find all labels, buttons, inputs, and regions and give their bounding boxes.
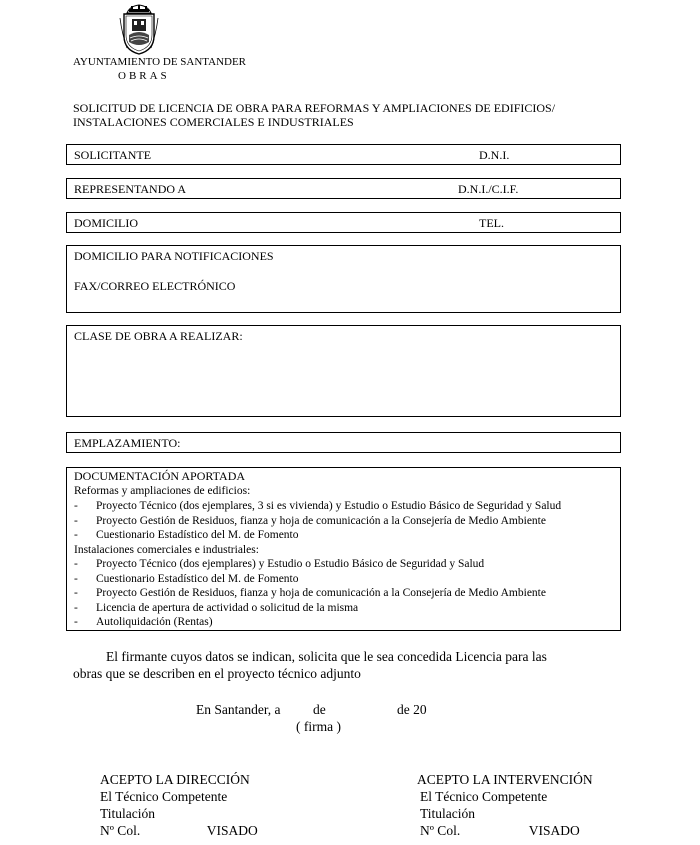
- list-item: [74, 615, 213, 630]
- bullet-dash: -: [74, 529, 78, 541]
- signature-direccion: [100, 771, 258, 839]
- date-place-label: En Santander, a: [196, 702, 281, 717]
- list-item: [74, 514, 546, 529]
- form-title: [73, 101, 633, 129]
- intervencion-titulacion: Titulación: [420, 806, 476, 821]
- direccion-titulacion: Titulación: [100, 806, 156, 821]
- list-item-text: Proyecto Gestión de Residuos, fianza y hoja de comunicación a la Consejería de Medio Ambiente: [96, 514, 546, 527]
- tel-label: TEL.: [479, 216, 504, 230]
- bullet-dash: -: [74, 601, 78, 614]
- list-item-text: Proyecto Técnico (dos ejemplares) y Estudio o Estudio Básico de Seguridad y Salud: [96, 558, 485, 570]
- bullet-dash: -: [74, 616, 78, 628]
- domicilio-field[interactable]: [66, 212, 621, 233]
- dni-cif-label: D.N.I./C.I.F.: [458, 182, 519, 196]
- clase-obra-field[interactable]: [66, 325, 621, 417]
- solicitante-label: SOLICITANTE: [74, 148, 152, 162]
- firma-label: ( firma ): [296, 719, 341, 734]
- list-item-text: Cuestionario Estadístico del M. de Fomento: [96, 529, 299, 541]
- list-item: [74, 586, 546, 601]
- coat-of-arms-logo: [118, 4, 160, 56]
- list-item: [74, 528, 299, 543]
- intervencion-col-label: Nº Col.: [420, 823, 461, 838]
- representando-field[interactable]: [66, 178, 621, 199]
- intervencion-visado-label: VISADO: [528, 823, 580, 838]
- direccion-visado-label: VISADO: [206, 823, 258, 838]
- emplazamiento-label: EMPLAZAMIENTO:: [74, 436, 181, 450]
- notificaciones-field[interactable]: [66, 245, 621, 313]
- list-item-text: Cuestionario Estadístico del M. de Fomento: [96, 572, 299, 585]
- list-item-text: Licencia de apertura de actividad o solicitud de la misma: [96, 601, 359, 614]
- emplazamiento-field[interactable]: [66, 432, 621, 453]
- direccion-title: ACEPTO LA DIRECCIÓN: [100, 772, 250, 787]
- list-item-text: Proyecto Gestión de Residuos, fianza y hoja de comunicación a la Consejería de Medio Ambiente: [96, 587, 546, 599]
- domicilio-notificaciones-label: DOMICILIO PARA NOTIFICACIONES: [74, 249, 274, 263]
- form-title-line-2: INSTALACIONES COMERCIALES E INDUSTRIALES: [73, 115, 354, 129]
- bullet-dash: -: [74, 514, 78, 527]
- bullet-dash: -: [74, 587, 78, 599]
- direccion-col-label: Nº Col.: [100, 823, 141, 838]
- statement-line-1: El firmante cuyos datos se indican, solicita que le sea concedida Licencia para las: [106, 649, 547, 664]
- organization-header: [73, 55, 246, 83]
- date-year-label: de 20: [397, 702, 427, 717]
- dni-label: D.N.I.: [479, 148, 510, 162]
- direccion-col-row: [100, 822, 258, 839]
- domicilio-label: DOMICILIO: [74, 216, 138, 230]
- list-item: [74, 601, 358, 616]
- documentacion-title: DOCUMENTACIÓN APORTADA: [74, 469, 246, 483]
- form-title-line-1: SOLICITUD DE LICENCIA DE OBRA PARA REFORMAS Y AMPLIACIONES DE EDIFICIOS/: [73, 101, 556, 115]
- clase-obra-label: CLASE DE OBRA A REALIZAR:: [74, 329, 243, 343]
- date-de-label: de: [313, 702, 326, 717]
- statement-line-2: obras que se describen en el proyecto técnico adjunto: [73, 666, 361, 681]
- signature-intervencion: [417, 771, 593, 839]
- group-instalaciones-title: Instalaciones comerciales e industriales:: [74, 543, 259, 556]
- intervencion-title: ACEPTO LA INTERVENCIÓN: [417, 772, 593, 787]
- documentacion-box: [66, 467, 621, 631]
- list-item: [74, 499, 561, 514]
- representando-label: REPRESENTANDO A: [74, 182, 187, 196]
- list-item-text: Proyecto Técnico (dos ejemplares, 3 si es vivienda) y Estudio o Estudio Básico de Seguridad y Salud: [96, 500, 562, 512]
- request-statement: [73, 648, 633, 682]
- solicitante-field[interactable]: [66, 144, 621, 165]
- list-item: [74, 572, 299, 587]
- intervencion-tecnico: El Técnico Competente: [420, 789, 548, 804]
- list-item: [74, 557, 484, 572]
- bullet-dash: -: [74, 558, 78, 570]
- bullet-dash: -: [74, 500, 78, 512]
- intervencion-col-row: [417, 822, 593, 839]
- bullet-dash: -: [74, 572, 78, 585]
- group-reformas-title: Reformas y ampliaciones de edificios:: [74, 485, 251, 497]
- department-name: OBRAS: [118, 70, 170, 82]
- direccion-tecnico: El Técnico Competente: [100, 789, 228, 804]
- organization-name: AYUNTAMIENTO DE SANTANDER: [73, 56, 247, 68]
- fax-email-label: FAX/CORREO ELECTRÓNICO: [74, 279, 236, 293]
- list-item-text: Autoliquidación (Rentas): [96, 616, 213, 628]
